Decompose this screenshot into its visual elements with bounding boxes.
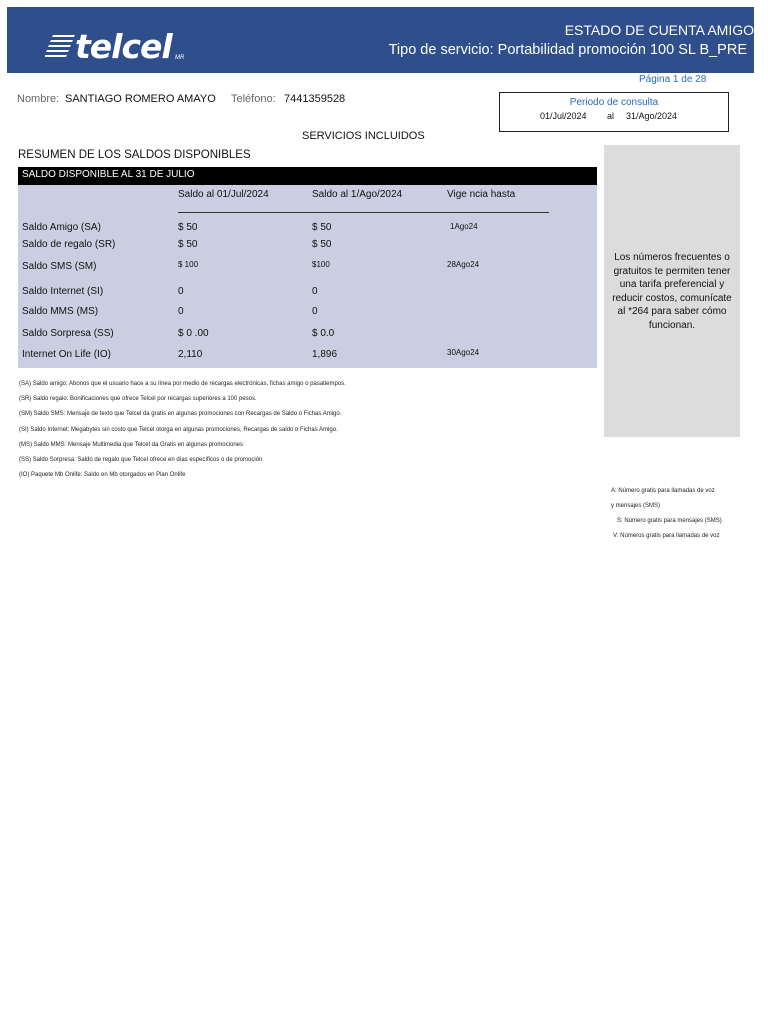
row-value-final: $ 0.0 bbox=[312, 328, 335, 339]
statement-title: ESTADO DE CUENTA AMIGO bbox=[564, 22, 754, 38]
row-value-final: $ 50 bbox=[312, 222, 332, 233]
balance-table-title: SALDO DISPONIBLE AL 31 DE JULIO bbox=[22, 169, 195, 180]
customer-phone: 7441359528 bbox=[284, 93, 346, 105]
row-value-validity: 1Ago24 bbox=[450, 222, 478, 231]
summary-heading: RESUMEN DE LOS SALDOS DISPONIBLES bbox=[18, 149, 251, 161]
column-header-saldo-inicial: Saldo al 01/Jul/2024 bbox=[178, 189, 269, 200]
legend-item: S: Número gratis para mensajes (SMS) bbox=[617, 518, 722, 524]
period-title: Periodo de consulta bbox=[569, 97, 659, 108]
period-box bbox=[499, 92, 729, 132]
row-value-initial: $ 0 .00 bbox=[178, 328, 209, 339]
row-label: Saldo Sorpresa (SS) bbox=[22, 328, 114, 339]
row-value-initial: $ 100 bbox=[178, 260, 199, 269]
period-to: 31/Ago/2024 bbox=[626, 111, 678, 121]
row-label: Saldo de regalo (SR) bbox=[22, 239, 116, 250]
row-value-initial: 2,110 bbox=[178, 349, 203, 360]
frequent-numbers-message: Los números frecuentes o gratuitos te permiten tener una tarifa preferencial y reducir costos, comunícate al *264 para saber cómo funcionan. bbox=[612, 252, 732, 331]
telcel-logo bbox=[45, 25, 195, 69]
logo-stripes-icon bbox=[45, 27, 75, 67]
row-value-final: 0 bbox=[312, 306, 318, 317]
header-divider bbox=[178, 212, 549, 213]
note-item: (SM) Saldo SMS: Mensaje de texto que Telcel da gratis en algunas promociones con Recargas de Saldo o Fichas Amigo. bbox=[19, 411, 342, 418]
brand-name: telcel bbox=[75, 27, 172, 66]
balance-table-title-bar bbox=[18, 167, 597, 185]
legend-item: y mensajes (SMS) bbox=[611, 503, 661, 509]
frequent-numbers-panel bbox=[604, 145, 740, 437]
note-item: (SS) Saldo Sorpresa: Saldo de regalo que Telcel ofrece en días específicos o de promoción bbox=[19, 457, 263, 464]
row-value-validity: 28Ago24 bbox=[447, 260, 480, 269]
legend-item: V: Números gratis para llamadas de voz bbox=[613, 533, 720, 539]
row-label: Saldo Amigo (SA) bbox=[22, 222, 101, 233]
row-value-final: 0 bbox=[312, 286, 318, 297]
note-item: (SR) Saldo regalo: Bonificaciones que ofrece Telcel por recargas superiores a 100 pesos. bbox=[19, 396, 257, 403]
row-label: Saldo SMS (SM) bbox=[22, 261, 97, 272]
row-value-validity: 30Ago24 bbox=[447, 348, 480, 357]
period-connector: al bbox=[607, 111, 615, 121]
phone-label: Teléfono: bbox=[231, 93, 276, 105]
row-value-final: 1,896 bbox=[312, 349, 338, 360]
services-heading: SERVICIOS INCLUIDOS bbox=[302, 130, 425, 142]
balance-table bbox=[18, 185, 597, 368]
row-label: Saldo Internet (SI) bbox=[22, 286, 104, 297]
service-type: Tipo de servicio: Portabilidad promoción 100 SL B_PRE bbox=[388, 42, 747, 58]
column-header-vigencia: Vige ncia hasta bbox=[447, 189, 516, 200]
page-indicator: Página 1 de 28 bbox=[639, 74, 707, 85]
note-item: (SI) Saldo Internet: Megabytes sin costo que Telcel otorga en algunas promociones, Recargas de saldo o Fichas Amigo. bbox=[19, 426, 338, 433]
note-item: (IO) Paquete Mb Onlife: Saldo en Mb otorgados en Plan Onlife bbox=[19, 472, 186, 479]
row-value-initial: $ 50 bbox=[178, 222, 198, 233]
period-from: 01/Jul/2024 bbox=[540, 111, 587, 121]
name-label: Nombre: bbox=[17, 93, 60, 105]
row-label: Saldo MMS (MS) bbox=[22, 306, 99, 317]
row-value-initial: $ 50 bbox=[178, 239, 198, 250]
row-value-final: $100 bbox=[312, 260, 330, 269]
note-item: (SA) Saldo amigo: Abonos que el usuario hace a su línea por medio de recargas electrónicas, fichas amigo o pasatiempos. bbox=[19, 381, 346, 387]
row-value-final: $ 50 bbox=[312, 239, 332, 250]
row-label: Internet On Life (IO) bbox=[22, 349, 111, 360]
note-item: (MS) Saldo MMS: Mensaje Multimedia que Telcel da Gratis en algunas promociones bbox=[19, 441, 243, 448]
row-value-initial: 0 bbox=[178, 306, 184, 317]
balance-notes bbox=[19, 377, 579, 483]
customer-name: SANTIAGO ROMERO AMAYO bbox=[65, 93, 216, 105]
legend-item: A: Número gratis para llamadas de voz bbox=[611, 488, 715, 494]
row-value-initial: 0 bbox=[178, 286, 184, 297]
statement-header bbox=[7, 7, 754, 73]
column-header-saldo-final: Saldo al 1/Ago/2024 bbox=[312, 189, 403, 200]
number-type-legend bbox=[604, 484, 754, 544]
brand-trademark: MR bbox=[175, 55, 185, 61]
